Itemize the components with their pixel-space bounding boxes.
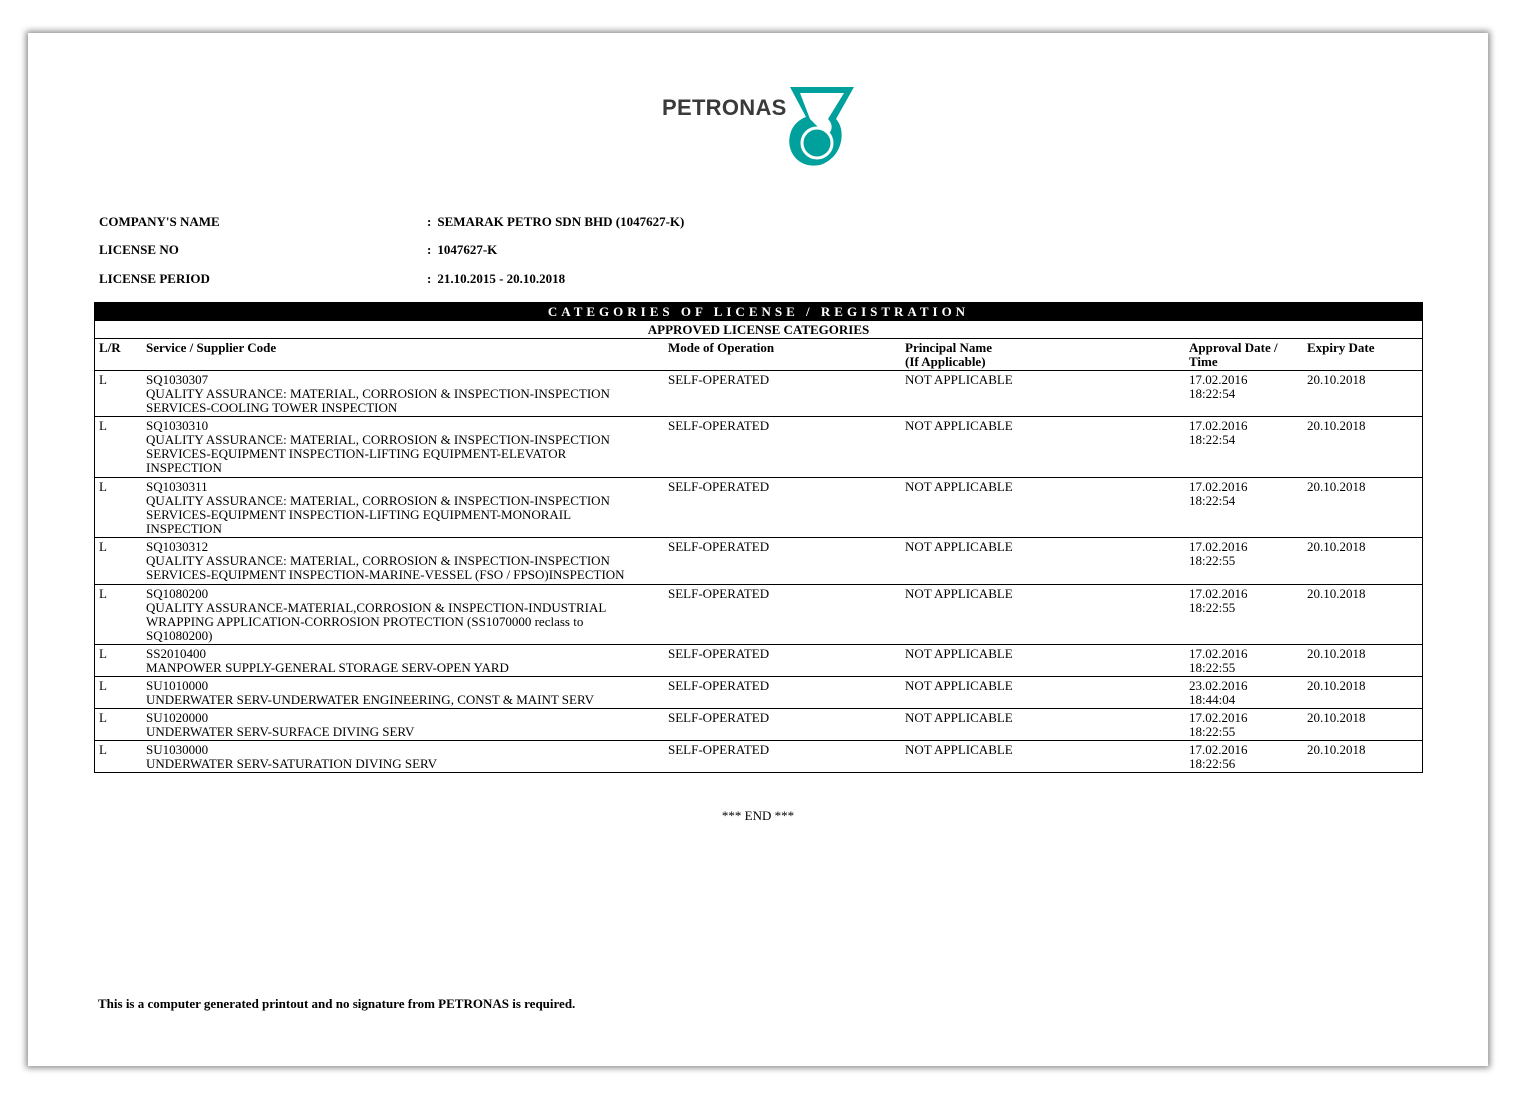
service-code: SQ1030312 — [146, 539, 209, 554]
license-period-value: : 21.10.2015 - 20.10.2018 — [427, 271, 566, 286]
row-mode: SELF-OPERATED — [668, 372, 770, 387]
row-lr: L — [99, 539, 107, 554]
row-principal: NOT APPLICABLE — [905, 646, 1013, 661]
header-service: Service / Supplier Code — [146, 340, 277, 355]
row-mode: SELF-OPERATED — [668, 539, 770, 554]
license-no-value: : 1047627-K — [427, 242, 498, 257]
approval-date: 17.02.2016 — [1189, 646, 1248, 661]
row-approval — [1189, 373, 1299, 401]
row-service — [146, 647, 646, 675]
row-mode: SELF-OPERATED — [668, 479, 770, 494]
approval-date: 17.02.2016 — [1189, 710, 1248, 725]
header-principal: Principal Name (If Applicable) — [905, 340, 993, 369]
header-lr: L/R — [99, 340, 121, 355]
approval-date: 17.02.2016 — [1189, 372, 1248, 387]
license-categories-table — [94, 302, 1423, 773]
table-row — [95, 709, 1422, 741]
table-row — [95, 538, 1422, 585]
table-row — [95, 741, 1422, 772]
service-description-line: UNDERWATER SERV-SATURATION DIVING SERV — [146, 756, 438, 771]
approval-date: 17.02.2016 — [1189, 586, 1248, 601]
row-mode: SELF-OPERATED — [668, 742, 770, 757]
service-description-line: INSPECTION — [146, 460, 222, 475]
row-principal: NOT APPLICABLE — [905, 710, 1013, 725]
row-mode: SELF-OPERATED — [668, 710, 770, 725]
categories-banner: CATEGORIES OF LICENSE / REGISTRATION — [95, 303, 1422, 320]
service-description-line: MANPOWER SUPPLY-GENERAL STORAGE SERV-OPEN YARD — [146, 660, 509, 675]
company-name-label: COMPANY'S NAME — [99, 214, 220, 229]
row-principal: NOT APPLICABLE — [905, 678, 1013, 693]
row-expiry: 20.10.2018 — [1307, 646, 1366, 661]
logo-text: PETRONAS — [662, 95, 787, 120]
approval-time: 18:22:56 — [1189, 756, 1236, 771]
row-lr: L — [99, 678, 107, 693]
service-code: SQ1080200 — [146, 586, 209, 601]
row-service — [146, 480, 646, 536]
row-expiry: 20.10.2018 — [1307, 372, 1366, 387]
row-approval — [1189, 711, 1299, 739]
row-expiry: 20.10.2018 — [1307, 586, 1366, 601]
header-mode: Mode of Operation — [668, 340, 775, 355]
approval-time: 18:22:55 — [1189, 724, 1236, 739]
service-description-line: QUALITY ASSURANCE: MATERIAL, CORROSION & INSPECTION-INSPECTION — [146, 386, 610, 401]
row-approval — [1189, 743, 1299, 771]
table-row — [95, 371, 1422, 417]
license-period-label: LICENSE PERIOD — [99, 271, 210, 286]
row-principal: NOT APPLICABLE — [905, 742, 1013, 757]
row-service — [146, 711, 646, 739]
approval-time: 18:22:55 — [1189, 553, 1236, 568]
row-expiry: 20.10.2018 — [1307, 539, 1366, 554]
row-lr: L — [99, 586, 107, 601]
table-body — [95, 371, 1422, 772]
row-expiry: 20.10.2018 — [1307, 418, 1366, 433]
company-name-value: : SEMARAK PETRO SDN BHD (1047627-K) — [427, 214, 685, 229]
row-approval — [1189, 679, 1299, 707]
petronas-droplet-icon — [784, 85, 856, 171]
approval-date: 23.02.2016 — [1189, 678, 1248, 693]
row-service — [146, 743, 646, 771]
service-description-line: SERVICES-COOLING TOWER INSPECTION — [146, 400, 398, 415]
row-approval — [1189, 647, 1299, 675]
service-code: SU1030000 — [146, 742, 209, 757]
service-description-line: SERVICES-EQUIPMENT INSPECTION-LIFTING EQUIPMENT-MONORAIL — [146, 507, 572, 522]
row-service — [146, 587, 646, 643]
row-lr: L — [99, 372, 107, 387]
header-approval: Approval Date / Time — [1189, 340, 1278, 369]
row-service — [146, 373, 646, 415]
row-service — [146, 540, 646, 582]
footer-note: This is a computer generated printout and no signature from PETRONAS is required. — [98, 996, 576, 1011]
row-principal: NOT APPLICABLE — [905, 479, 1013, 494]
row-expiry: 20.10.2018 — [1307, 710, 1366, 725]
service-code: SU1020000 — [146, 710, 209, 725]
row-approval — [1189, 540, 1299, 568]
approval-date: 17.02.2016 — [1189, 539, 1248, 554]
service-code: SQ1030311 — [146, 479, 208, 494]
service-code: SQ1030307 — [146, 372, 209, 387]
service-description-line: QUALITY ASSURANCE: MATERIAL, CORROSION & INSPECTION-INSPECTION — [146, 553, 610, 568]
row-expiry: 20.10.2018 — [1307, 479, 1366, 494]
service-code: SQ1030310 — [146, 418, 209, 433]
row-lr: L — [99, 710, 107, 725]
approval-time: 18:22:54 — [1189, 493, 1236, 508]
row-principal: NOT APPLICABLE — [905, 418, 1013, 433]
row-expiry: 20.10.2018 — [1307, 742, 1366, 757]
approval-date: 17.02.2016 — [1189, 742, 1248, 757]
row-approval — [1189, 587, 1299, 615]
row-principal: NOT APPLICABLE — [905, 372, 1013, 387]
petronas-logo — [662, 85, 862, 175]
license-no-label: LICENSE NO — [99, 242, 179, 257]
service-description-line: SERVICES-EQUIPMENT INSPECTION-MARINE-VESSEL (FSO / FPSO)INSPECTION — [146, 567, 625, 582]
service-description-line: UNDERWATER SERV-SURFACE DIVING SERV — [146, 724, 415, 739]
row-principal: NOT APPLICABLE — [905, 586, 1013, 601]
end-marker: *** END *** — [721, 808, 795, 823]
row-lr: L — [99, 479, 107, 494]
row-approval — [1189, 419, 1299, 447]
row-principal: NOT APPLICABLE — [905, 539, 1013, 554]
approval-time: 18:22:54 — [1189, 432, 1236, 447]
row-expiry: 20.10.2018 — [1307, 678, 1366, 693]
row-service — [146, 679, 646, 707]
service-code: SS2010400 — [146, 646, 206, 661]
service-description-line: SERVICES-EQUIPMENT INSPECTION-LIFTING EQUIPMENT-ELEVATOR — [146, 446, 567, 461]
service-code: SU1010000 — [146, 678, 209, 693]
row-lr: L — [99, 646, 107, 661]
approval-time: 18:44:04 — [1189, 692, 1236, 707]
document-page — [28, 33, 1488, 1066]
approval-time: 18:22:54 — [1189, 386, 1236, 401]
row-lr: L — [99, 418, 107, 433]
header-expiry: Expiry Date — [1307, 340, 1375, 355]
table-row — [95, 585, 1422, 645]
approval-date: 17.02.2016 — [1189, 418, 1248, 433]
table-row — [95, 478, 1422, 538]
row-service — [146, 419, 646, 475]
service-description-line: QUALITY ASSURANCE: MATERIAL, CORROSION & INSPECTION-INSPECTION — [146, 432, 610, 447]
table-row — [95, 677, 1422, 709]
approval-time: 18:22:55 — [1189, 600, 1236, 615]
service-description-line: SQ1080200) — [146, 628, 213, 643]
service-description-line: WRAPPING APPLICATION-CORROSION PROTECTION (SS1070000 reclass to — [146, 614, 584, 629]
service-description-line: QUALITY ASSURANCE: MATERIAL, CORROSION & INSPECTION-INSPECTION — [146, 493, 610, 508]
approved-categories-heading: APPROVED LICENSE CATEGORIES — [95, 320, 1422, 339]
row-mode: SELF-OPERATED — [668, 586, 770, 601]
table-header — [95, 339, 1422, 371]
table-row — [95, 417, 1422, 478]
service-description-line: UNDERWATER SERV-UNDERWATER ENGINEERING, CONST & MAINT SERV — [146, 692, 594, 707]
approval-time: 18:22:55 — [1189, 660, 1236, 675]
row-approval — [1189, 480, 1299, 508]
service-description-line: INSPECTION — [146, 521, 222, 536]
service-description-line: QUALITY ASSURANCE-MATERIAL,CORROSION & INSPECTION-INDUSTRIAL — [146, 600, 607, 615]
row-mode: SELF-OPERATED — [668, 678, 770, 693]
table-row — [95, 645, 1422, 677]
row-lr: L — [99, 742, 107, 757]
row-mode: SELF-OPERATED — [668, 418, 770, 433]
approval-date: 17.02.2016 — [1189, 479, 1248, 494]
row-mode: SELF-OPERATED — [668, 646, 770, 661]
